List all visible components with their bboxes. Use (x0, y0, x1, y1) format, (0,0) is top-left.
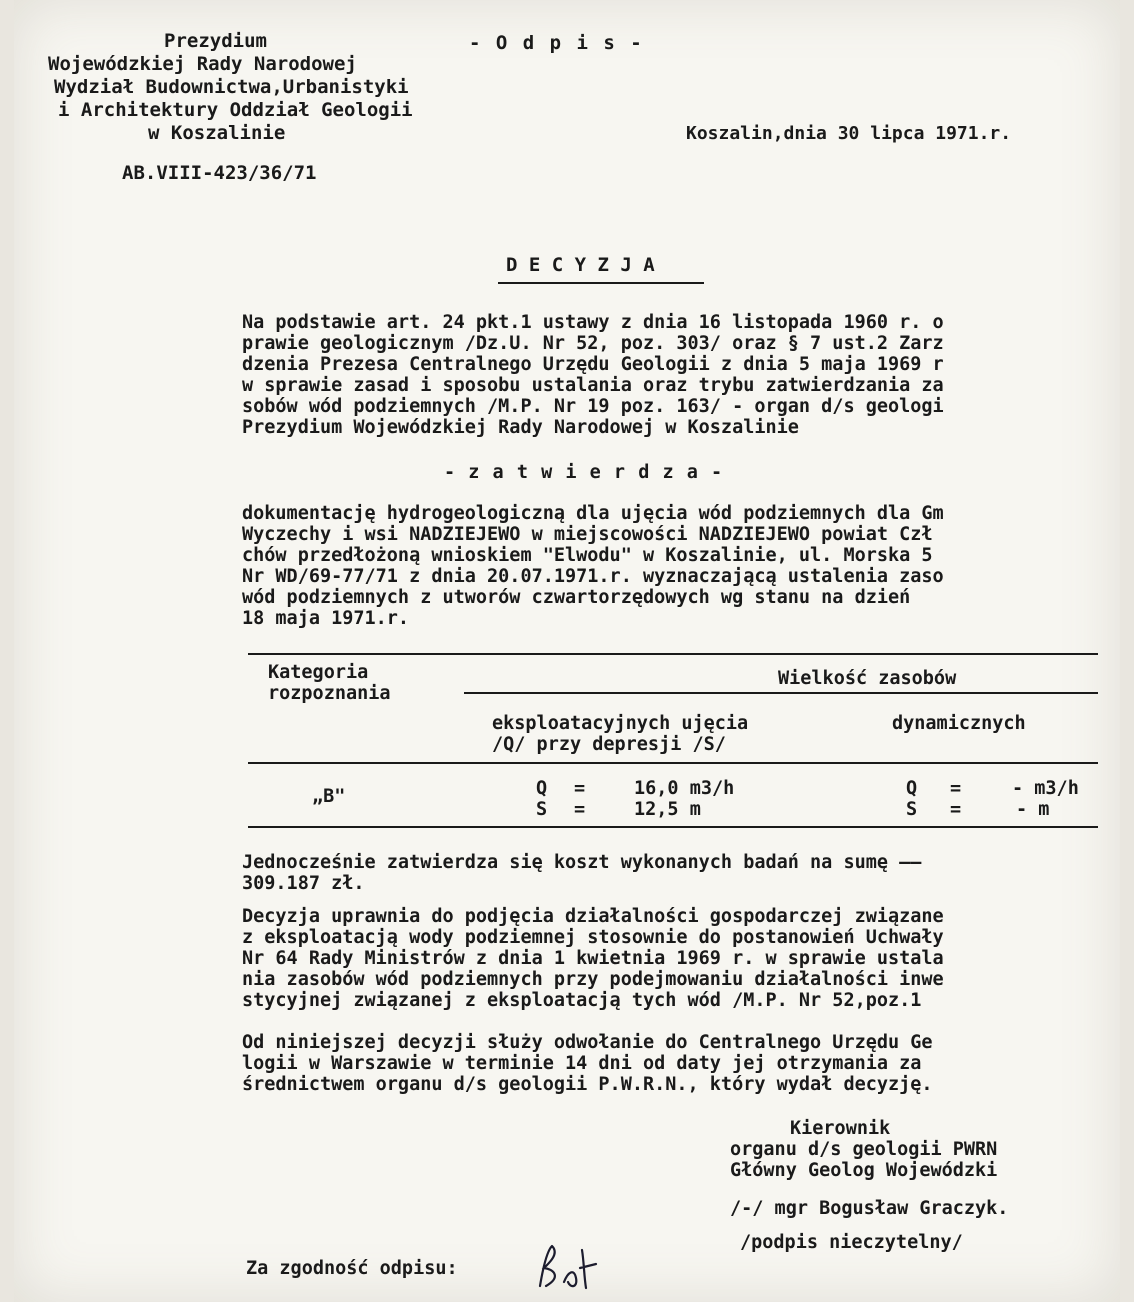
intro-line-1: Na podstawie art. 24 pkt.1 ustawy z dnia 16 listopada 1960 r. o (242, 312, 944, 333)
decision-line-5: stycyjnej związanej z eksploatacją tych wód /M.P. Nr 52,poz.1 (242, 990, 922, 1011)
cost-line-1: Jednocześnie zatwierdza się koszt wykonanych badań na sumę —— (242, 852, 922, 873)
signatory-organ: organu d/s geologii PWRN (730, 1139, 998, 1160)
col-exploitation-line-1: eksploatacyjnych ujęcia (492, 713, 749, 734)
org-line-5: w Koszalinie (148, 122, 286, 144)
row-dyn-s-symbol: S (906, 799, 918, 820)
row-s-eq: = (574, 799, 586, 820)
approval-line-2: Wyczechy i wsi NADZIEJEWO w miejscowości NADZIEJEWO powiat Czł (242, 524, 933, 545)
approval-line-4: Nr WD/69-77/71 z dnia 20.07.1971.r. wyznaczającą ustalenia zaso (242, 566, 944, 587)
table-rule-header-bottom (248, 762, 1098, 764)
appeal-line-3: średnictwem organu d/s geologii P.W.R.N., który wydał decyzję. (242, 1074, 933, 1095)
table-rule-bottom (248, 826, 1098, 828)
title-underline (498, 282, 704, 284)
approves-label: - z a t w i e r d z a - (444, 462, 724, 483)
table-rule-top (248, 653, 1098, 655)
decision-line-1: Decyzja uprawnia do podjęcia działalności gospodarczej związane (242, 906, 944, 927)
col-category-line-1: Kategoria (268, 662, 369, 683)
document-sheet (14, 0, 1120, 1302)
row-q-value: 16,0 m3/h (634, 778, 735, 799)
signatory-name: /-/ mgr Bogusław Graczyk. (730, 1198, 1009, 1219)
intro-line-2: prawie geologicznym /Dz.U. Nr 52, poz. 303/ oraz § 7 ust.2 Zarz (242, 333, 944, 354)
signatory-note: /podpis nieczytelny/ (740, 1232, 963, 1253)
handwritten-signature (534, 1242, 604, 1294)
approval-line-1: dokumentację hydrogeologiczną dla ujęcia wód podziemnych dla Gm (242, 503, 944, 524)
document-title: D E C Y Z J A (506, 254, 655, 276)
row-dyn-q-eq: = (950, 778, 962, 799)
org-line-1: Prezydium (164, 30, 267, 52)
col-exploitation-line-2: /Q/ przy depresji /S/ (492, 734, 726, 755)
row-q-eq: = (574, 778, 586, 799)
signatory-position: Główny Geolog Wojewódzki (730, 1160, 998, 1181)
col-resources-header: Wielkość zasobów (778, 668, 957, 689)
row-dyn-s-eq: = (950, 799, 962, 820)
certify-label: Za zgodność odpisu: (246, 1258, 458, 1279)
org-line-3: Wydział Budownictwa,Urbanistyki (54, 76, 409, 98)
row-q-symbol: Q (536, 778, 548, 799)
place-date: Koszalin,dnia 30 lipca 1971.r. (686, 123, 1012, 144)
approval-line-3: chów przedłożoną wnioskiem "Elwodu" w Koszalinie, ul. Morska 5 (242, 545, 933, 566)
appeal-line-1: Od niniejszej decyzji służy odwołanie do Centralnego Urzędu Ge (242, 1032, 933, 1053)
org-line-2: Wojewódzkiej Rady Narodowej (48, 53, 357, 75)
signatory-title: Kierownik (790, 1118, 891, 1139)
intro-line-3: dzenia Prezesa Centralnego Urzędu Geologii z dnia 5 maja 1969 r (242, 354, 944, 375)
row-dyn-q-value: - m3/h (1012, 778, 1079, 799)
intro-line-5: sobów wód podziemnych /M.P. Nr 19 poz. 163/ - organ d/s geologi (242, 396, 944, 417)
approval-line-6: 18 maja 1971.r. (242, 608, 410, 629)
decision-line-4: nia zasobów wód podziemnych przy podejmowaniu działalności inwe (242, 969, 944, 990)
table-rule-sub (464, 692, 1098, 694)
row-dyn-s-value: - m (1016, 799, 1050, 820)
row-dyn-q-symbol: Q (906, 778, 918, 799)
approval-line-5: wód podziemnych z utworów czwartorzędowych wg stanu na dzień (242, 587, 911, 608)
row-s-value: 12,5 m (634, 799, 701, 820)
intro-line-6: Prezydium Wojewódzkiej Rady Narodowej w Koszalinie (242, 417, 799, 438)
row-category: „B" (312, 786, 346, 807)
col-dynamic-header: dynamicznych (892, 713, 1026, 734)
appeal-line-2: logii w Warszawie w terminie 14 dni od daty jej otrzymania za (242, 1053, 922, 1074)
col-category-line-2: rozpoznania (268, 683, 391, 704)
copy-label: - O d p i s - (469, 32, 644, 54)
decision-line-2: z eksploatacją wody podziemnej stosownie do postanowień Uchwały (242, 927, 944, 948)
cost-line-2: 309.187 zł. (242, 873, 365, 894)
intro-line-4: w sprawie zasad i sposobu ustalania oraz trybu zatwierdzania za (242, 375, 944, 396)
org-line-4: i Architektury Oddział Geologii (58, 99, 413, 121)
row-s-symbol: S (536, 799, 548, 820)
decision-line-3: Nr 64 Rady Ministrów z dnia 1 kwietnia 1969 r. w sprawie ustala (242, 948, 944, 969)
reference-number: AB.VIII-423/36/71 (122, 162, 317, 184)
